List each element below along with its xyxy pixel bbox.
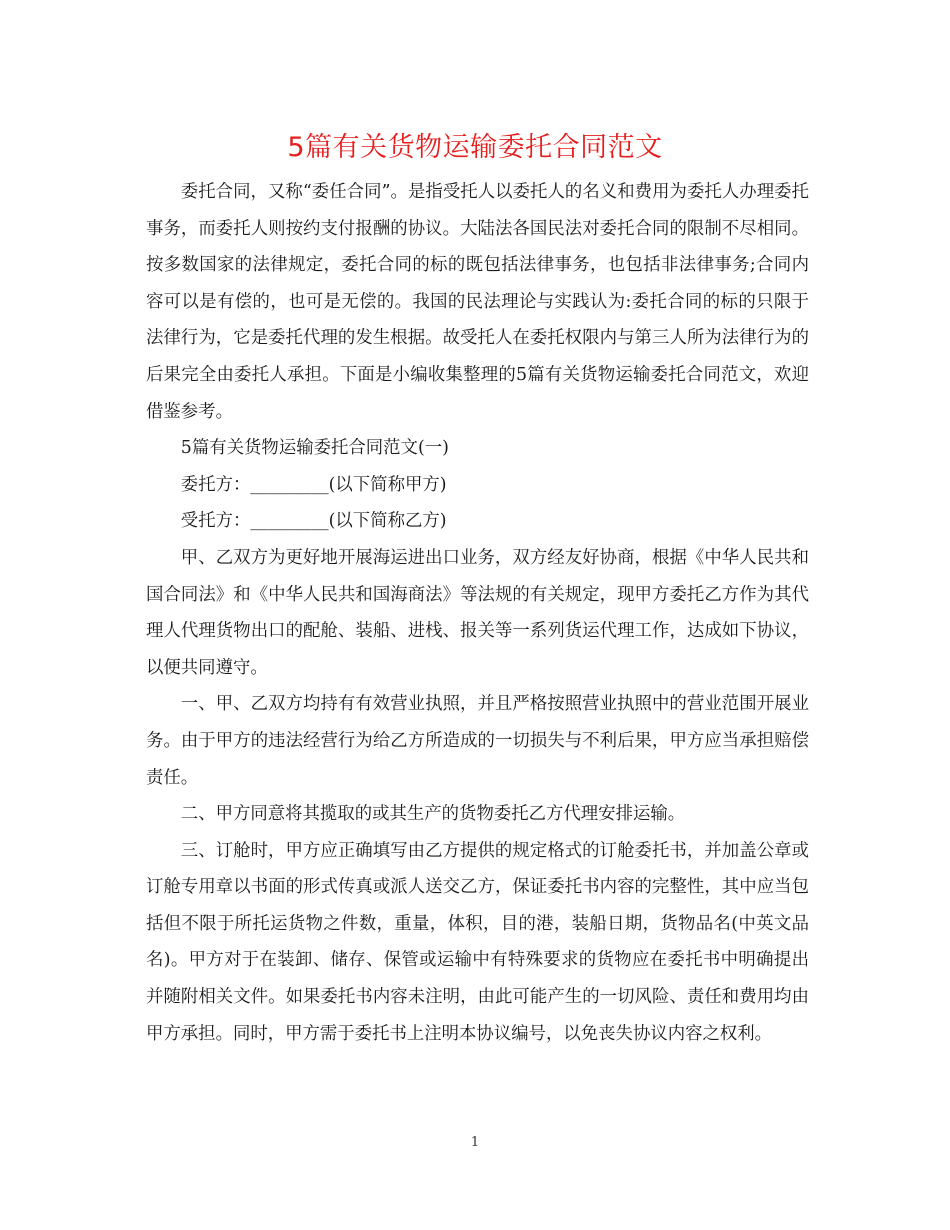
paragraph-clause-3: 三、订舱时，甲方应正确填写由乙方提供的规定格式的订舱委托书，并加盖公章或订舱专用章以书面的形式传真或派人送交乙方，保证委托书内容的完整性，其中应当包括但不限于所托运货物之件数，重量，体积，目的港，装船日期，货物品名(中英文品名)。甲方对于在装卸、储存、保管或运输中有特殊要求的货物应在委托书中明确提出并随附相关文件。如果委托书内容未注明，由此可能产生的一切风险、责任和费用均由甲方承担。同时，甲方需于委托书上注明本协议编号，以免丧失协议内容之权利。 [146, 840, 809, 1044]
paragraph-intro: 委托合同，又称“委任合同”。是指受托人以委托人的名义和费用为委托人办理委托事务，而委托人则按约支付报酬的协议。大陆法各国民法对委托合同的限制不尽相同。按多数国家的法律规定，委托合同的标的既包括法律事务，也包括非法律事务;合同内容可以是有偿的，也可是无偿的。我国的民法理论与实践认为:委托合同的标的只限于法律行为，它是委托代理的发生根据。故受托人在委托权限内与第三人所为法律行为的后果完全由委托人承担。下面是小编收集整理的5篇有关货物运输委托合同范文，欢迎借鉴参考。 [146, 182, 809, 422]
title-text: 篇有关货物运输委托合同范文 [305, 132, 663, 163]
document-title [0, 128, 950, 168]
title-number: 5 [287, 132, 306, 163]
paragraph-preamble: 甲、乙双方为更好地开展海运进出口业务，双方经友好协商，根据《中华人民共和国合同法》和《中华人民共和国海商法》等法规的有关规定，现甲方委托乙方作为其代理人代理货物出口的配舱、装船、进栈、报关等一系列货运代理工作，达成如下协议，以便共同遵守。 [146, 547, 809, 678]
paragraph-clause-1: 一、甲、乙双方均持有有效营业执照，并且严格按照营业执照中的营业范围开展业务。由于甲方的违法经营行为给乙方所造成的一切损失与不利后果，甲方应当承担赔偿责任。 [146, 694, 809, 788]
document-body [146, 174, 809, 1052]
paragraph-principal: 委托方：_________(以下简称甲方) [180, 474, 447, 495]
paragraph-section-heading: 5篇有关货物运输委托合同范文(一) [180, 438, 449, 459]
paragraph-agent: 受托方：_________(以下简称乙方) [180, 511, 447, 532]
page-number: 1 [470, 1135, 480, 1150]
paragraph-clause-2: 二、甲方同意将其揽取的或其生产的货物委托乙方代理安排运输。 [180, 804, 686, 825]
